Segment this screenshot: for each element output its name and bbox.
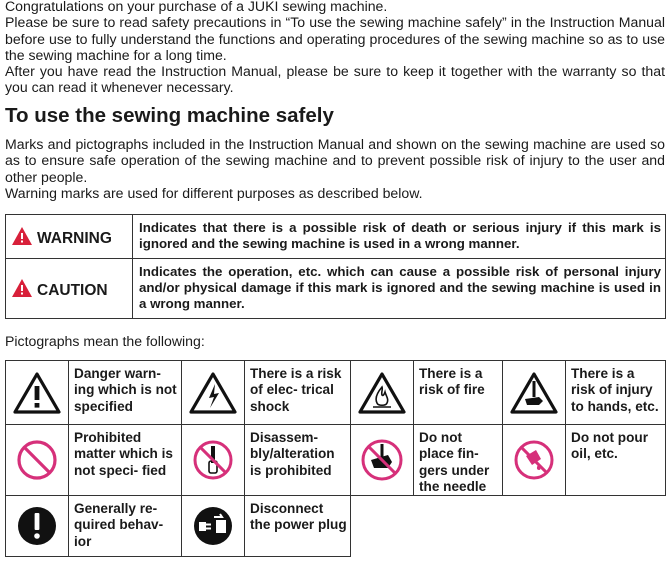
warning-label-cell bbox=[6, 215, 133, 259]
intro-section bbox=[5, 0, 665, 96]
hand-injury-triangle-icon bbox=[503, 361, 566, 425]
intro-paragraph-1: Congratulations on your purchase of a JUKI sewing machine. bbox=[5, 0, 388, 14]
pictograph-text: Disassem- bly/alteration is prohibited bbox=[245, 425, 351, 496]
pictograph-row bbox=[6, 361, 666, 425]
pictograph-text: Do not pour oil, etc. bbox=[566, 425, 666, 496]
no-oil-icon bbox=[503, 425, 566, 496]
pictograph-row bbox=[6, 425, 666, 496]
safety-paragraph-2: Warning marks are used for different purposes as described below. bbox=[5, 184, 423, 201]
caution-label: CAUTION bbox=[37, 281, 108, 299]
caution-description: Indicates the operation, etc. which can cause a possible risk of personal injury and/or physical damage if this mark is ignored and the sewing machine is used in a wrong manner. bbox=[133, 259, 666, 319]
caution-triangle-icon bbox=[11, 278, 33, 298]
caution-row bbox=[6, 259, 666, 319]
pictograph-text: There is a risk of elec- trical shock bbox=[245, 361, 351, 425]
no-disassembly-icon bbox=[182, 425, 245, 496]
exclamation-triangle-icon bbox=[6, 361, 69, 425]
warning-label: WARNING bbox=[37, 229, 112, 247]
disconnect-plug-icon bbox=[182, 496, 245, 557]
warning-triangle-icon bbox=[11, 226, 33, 246]
prohibited-icon bbox=[6, 425, 69, 496]
pictograph-text: Danger warn- ing which is not specified bbox=[69, 361, 182, 425]
intro-paragraph-3: After you have read the Instruction Manual, please be sure to keep it together with the warranty so that you can read it whenever necessary. bbox=[5, 63, 665, 96]
pictograph-text: Generally re- quired behav- ior bbox=[69, 496, 182, 557]
pictograph-text: There is a risk of fire bbox=[414, 361, 503, 425]
mandatory-action-icon bbox=[6, 496, 69, 557]
safety-intro bbox=[5, 136, 665, 201]
pictograph-text: Prohibited matter which is not speci- fied bbox=[69, 425, 182, 496]
fire-triangle-icon bbox=[351, 361, 414, 425]
electric-shock-triangle-icon bbox=[182, 361, 245, 425]
safety-paragraph-1: Marks and pictographs included in the Instruction Manual and shown on the sewing machine are used so as to ensure safe operation of the sewing machine and to prevent possible risk of injury to the user and other people. bbox=[5, 136, 665, 185]
pictograph-text: There is a risk of injury to hands, etc. bbox=[566, 361, 666, 425]
warning-description: Indicates that there is a possible risk of death or serious injury if this mark is ignored and the sewing machine is used in a wrong manner. bbox=[133, 215, 666, 259]
pictograph-text: Do not place fin- gers under the needle bbox=[414, 425, 503, 496]
no-fingers-under-needle-icon bbox=[351, 425, 414, 496]
pictographs-intro: Pictographs mean the following: bbox=[5, 333, 205, 349]
warning-row bbox=[6, 215, 666, 259]
pictograph-row bbox=[6, 496, 666, 557]
intro-paragraph-2: Please be sure to read safety precautions in “To use the sewing machine safely” in the Instruction Manual before use to fully understand the functions and operating procedures of the sewing machine so as to use the sewing machine for a long time. bbox=[5, 14, 665, 63]
caution-label-cell bbox=[6, 259, 133, 319]
pictograph-text: Disconnect the power plug bbox=[245, 496, 351, 557]
warning-marks-table bbox=[5, 214, 666, 319]
pictographs-table bbox=[5, 360, 666, 557]
section-title: To use the sewing machine safely bbox=[5, 104, 334, 127]
